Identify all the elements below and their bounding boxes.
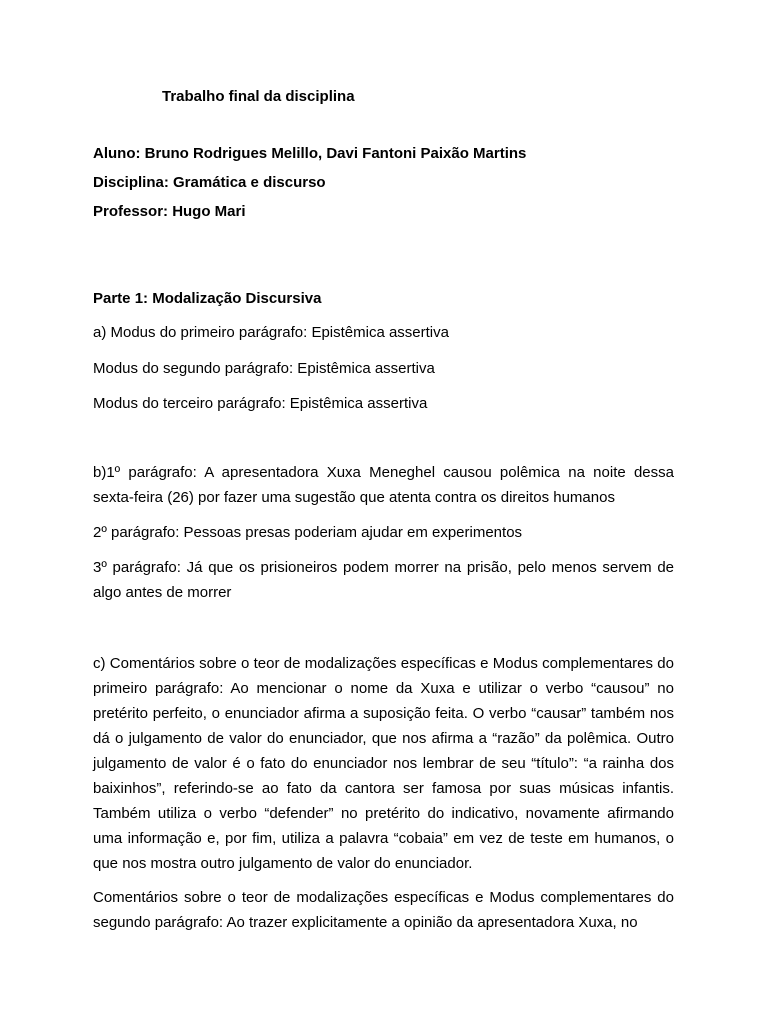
answer-b-paragraph3: 3º parágrafo: Já que os prisioneiros podem morrer na prisão, pelo menos servem de algo antes de morrer	[93, 559, 674, 601]
course-name: Disciplina: Gramática e discurso	[93, 174, 326, 191]
document-title: Trabalho final da disciplina	[162, 88, 355, 105]
answer-a-line3: Modus do terceiro parágrafo: Epistêmica assertiva	[93, 395, 428, 412]
answer-b-paragraph1: b)1º parágrafo: A apresentadora Xuxa Meneghel causou polêmica na noite dessa sexta-feira (26) por fazer uma sugestão que atenta contra os direitos humanos	[93, 464, 674, 506]
section-heading-part1: Parte 1: Modalização Discursiva	[93, 290, 322, 307]
professor-name: Professor: Hugo Mari	[93, 203, 246, 220]
answer-c-paragraph2: Comentários sobre o teor de modalizações específicas e Modus complementares do segundo parágrafo: Ao trazer explicitamente a opinião da apresentadora Xuxa, no	[93, 889, 674, 931]
answer-b-paragraph2: 2º parágrafo: Pessoas presas poderiam ajudar em experimentos	[93, 524, 523, 541]
answer-c-paragraph1: c) Comentários sobre o teor de modalizações específicas e Modus complementares do primeiro parágrafo: Ao mencionar o nome da Xuxa e utilizar o verbo “causou” no pretérito perfeito, o enunciador afirma a suposição feita. O verbo “causar” também nos dá o julgamento de valor do enunciador, que nos afirma a “razão” da polêmica. Outro julgamento de valor é o fato do enunciador nos lembrar de seu “título”: “a rainha dos baixinhos”, referindo-se ao fato da cantora ser famosa por suas músicas infantis. Também utiliza o verbo “defender” no pretérito do indicativo, novamente afirmando uma informação e, por fim, utiliza a palavra “cobaia” em vez de teste em humanos, o que nos mostra outro julgamento de valor do enunciador.	[93, 655, 674, 872]
student-names: Aluno: Bruno Rodrigues Melillo, Davi Fantoni Paixão Martins	[93, 145, 527, 162]
answer-a-line2: Modus do segundo parágrafo: Epistêmica assertiva	[93, 360, 435, 377]
answer-a-line1: a) Modus do primeiro parágrafo: Epistêmica assertiva	[93, 324, 449, 341]
